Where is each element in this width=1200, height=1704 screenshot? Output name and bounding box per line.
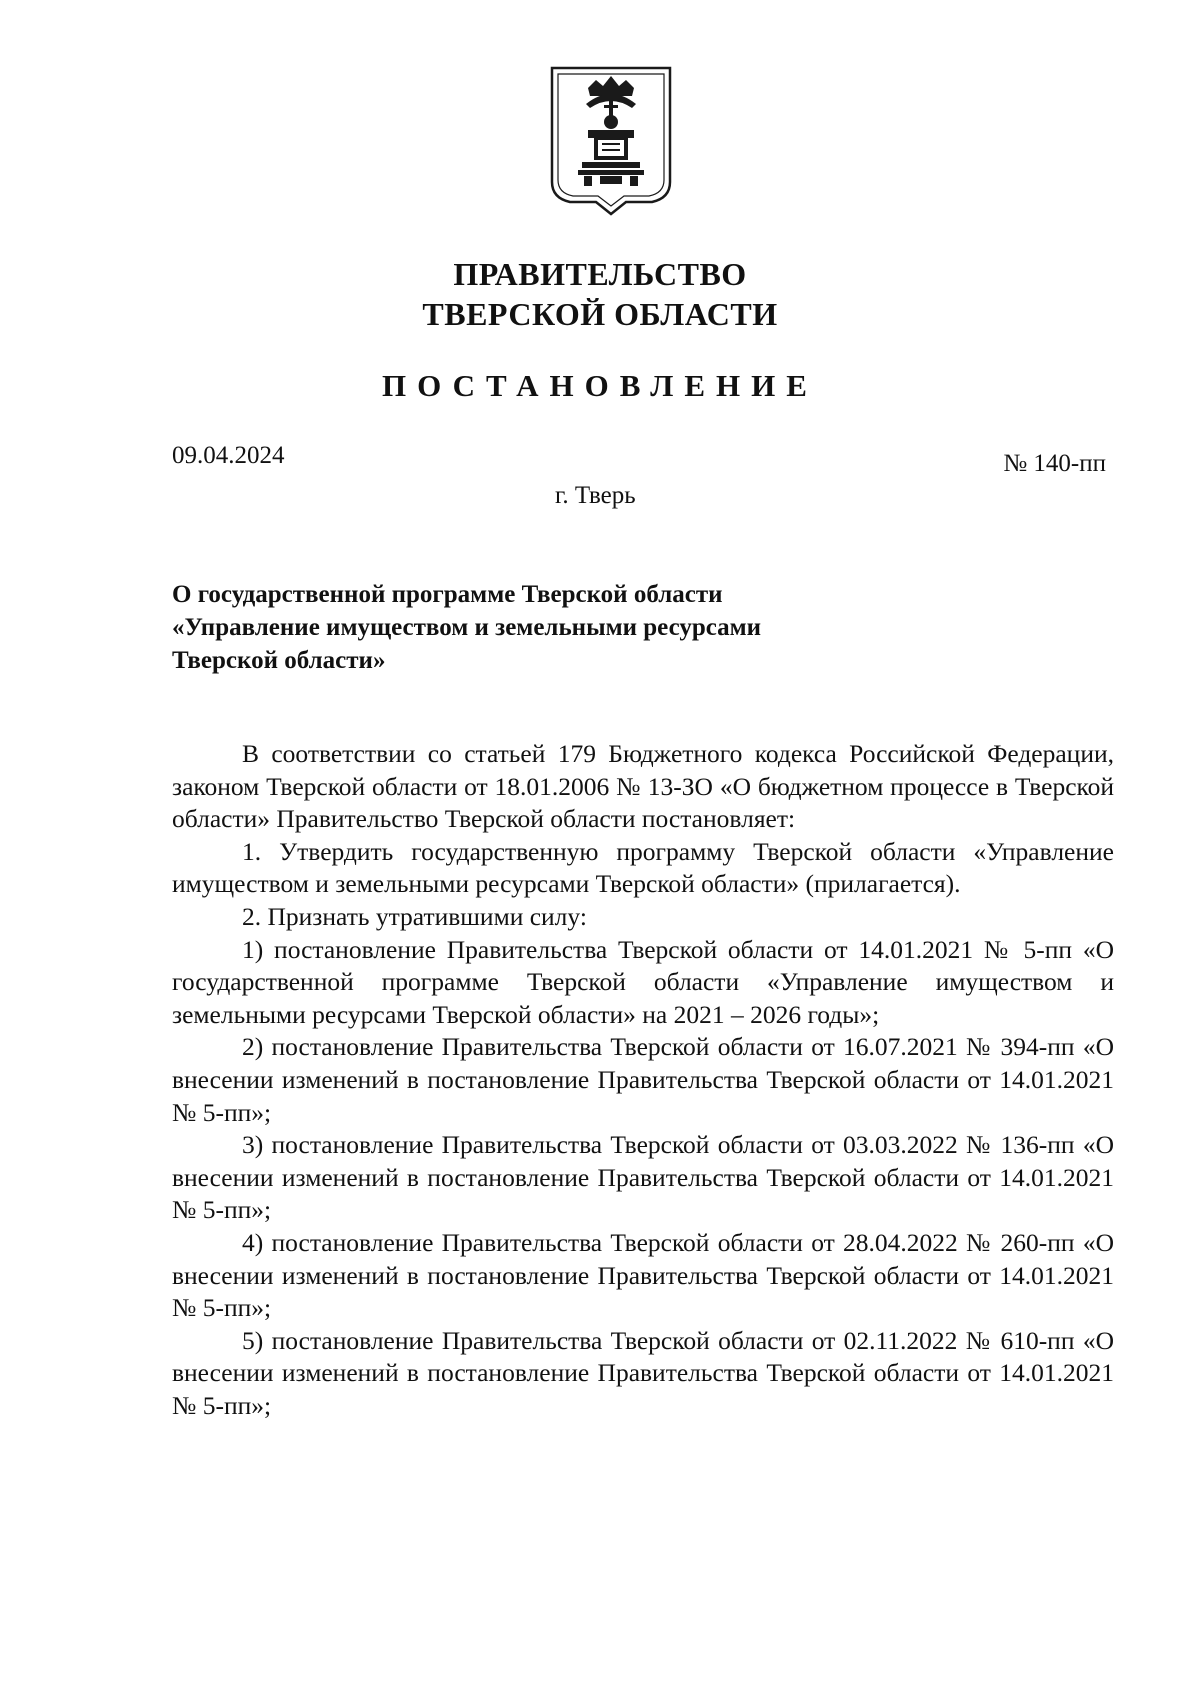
subject-line1: О государственной программе Тверской области: [172, 581, 723, 608]
item-1-paragraph: 1. Утвердить государственную программу Тверской области «Управление имуществом и земельными ресурсами Тверской области» (прилагается).: [172, 836, 1114, 899]
organization-title-line2: ТВЕРСКОЙ ОБЛАСТИ: [422, 296, 778, 332]
subitem-2-paragraph: 2) постановление Правительства Тверской области от 16.07.2021 № 394-пп «О внесении изменений в постановление Правительства Тверской области от 14.01.2021 № 5-пп»;: [172, 1032, 1114, 1127]
document-type-heading: ПОСТАНОВЛЕНИЕ: [382, 368, 818, 403]
subitem-3-paragraph: 3) постановление Правительства Тверской области от 03.03.2022 № 136-пп «О внесении изменений в постановление Правительства Тверской области от 14.01.2021 № 5-пп»;: [172, 1130, 1114, 1225]
organization-title-line1: ПРАВИТЕЛЬСТВО: [453, 256, 747, 292]
document-number: № 140-пп: [1003, 450, 1106, 477]
document-body: [172, 738, 1114, 1422]
subject-line2: «Управление имуществом и земельными ресурсами: [172, 614, 762, 641]
document-subject: [172, 578, 892, 677]
subitem-5-paragraph: 5) постановление Правительства Тверской области от 02.11.2022 № 610-пп «О внесении изменений в постановление Правительства Тверской области от 14.01.2021 № 5-пп»;: [172, 1325, 1114, 1420]
subitem-1-paragraph: 1) постановление Правительства Тверской области от 14.01.2021 № 5-пп «О государственной программе Тверской области «Управление имуществом и земельными ресурсами Тверской области» на 2021 – 2026 годы»;: [172, 934, 1114, 1029]
document-city: г. Тверь: [555, 482, 636, 509]
item-2-paragraph: 2. Признать утратившими силу:: [242, 901, 587, 931]
document-date: 09.04.2024: [172, 442, 285, 469]
subject-line3: Тверской области»: [172, 647, 386, 674]
tver-coat-of-arms-emblem: [548, 64, 674, 216]
preamble-paragraph: В соответствии со статьей 179 Бюджетного кодекса Российской Федерации, законом Тверской области от 18.01.2006 № 13-ЗО «О бюджетном процессе в Тверской области» Правительство Тверской области постановляет:: [172, 739, 1114, 834]
subitem-4-paragraph: 4) постановление Правительства Тверской области от 28.04.2022 № 260-пп «О внесении изменений в постановление Правительства Тверской области от 14.01.2021 № 5-пп»;: [172, 1227, 1114, 1323]
